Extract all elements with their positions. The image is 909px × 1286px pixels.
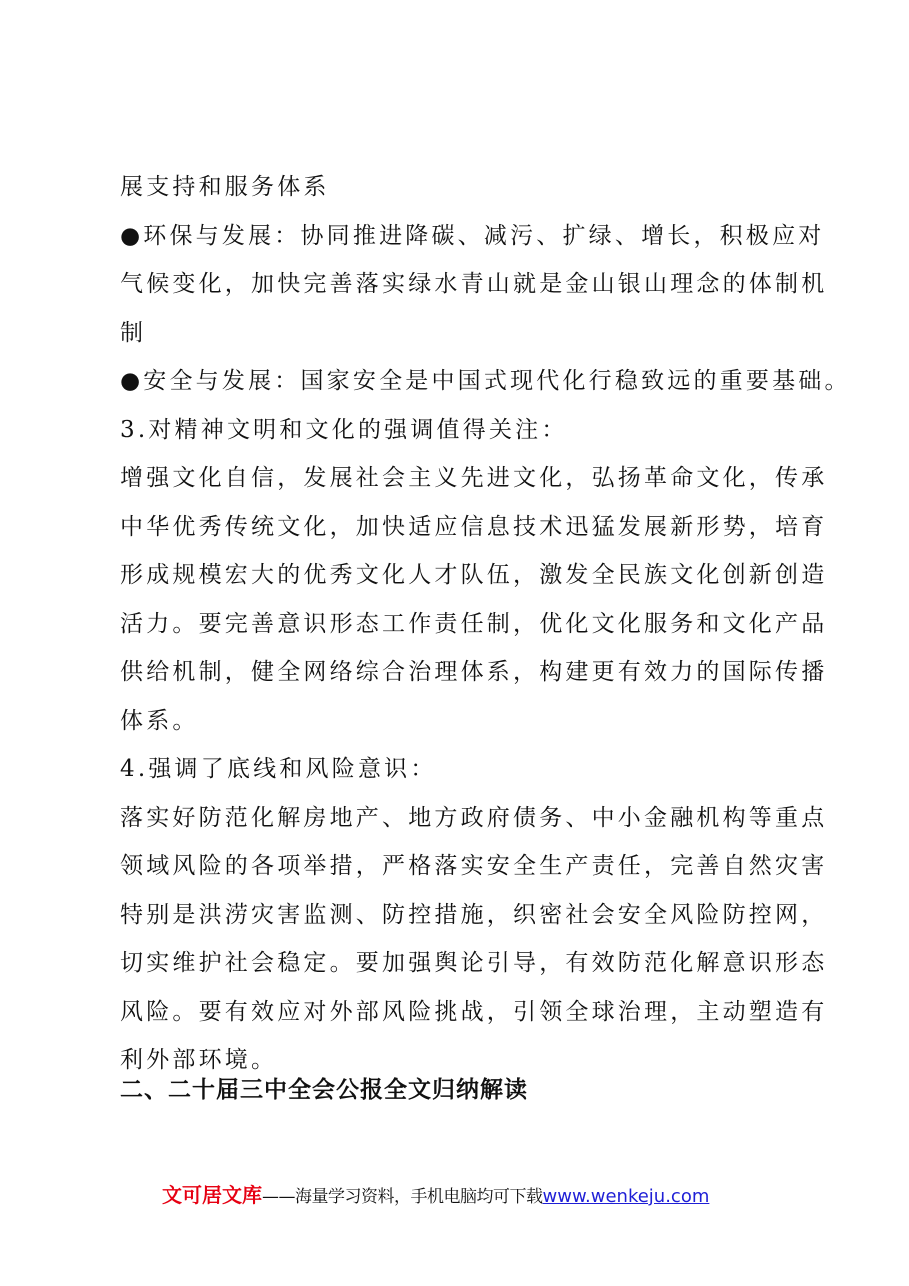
text-line: 领域风险的各项举措，严格落实安全生产责任，完善自然灾害 [120, 853, 828, 879]
footer-tagline: ——海量学习资料，手机电脑均可下载 [262, 1187, 543, 1207]
bullet-line-security: ●安全与发展：国家安全是中国式现代化行稳致远的重要基础。 [120, 368, 851, 394]
text-line: 风险。要有效应对外部风险挑战，引领全球治理，主动塑造有 [120, 998, 828, 1025]
text-line: 展支持和服务体系 [120, 174, 330, 200]
text-line: 特别是洪涝灾害监测、防控措施，织密社会安全风险防控网， [120, 901, 828, 928]
text-line: 活力。要完善意识形态工作责任制，优化文化服务和文化产品 [120, 610, 828, 637]
footer-brand: 文可居文库 [162, 1183, 262, 1207]
text-line: 气候变化，加快完善落实绿水青山就是金山银山理念的体制机 [120, 271, 828, 297]
section-heading: 二、二十届三中全会公报全文归纳解读 [120, 1077, 528, 1103]
subheading-risk: 4.强调了底线和风险意识： [120, 756, 437, 782]
text-line: 供给机制，健全网络综合治理体系，构建更有效力的国际传播 [120, 659, 828, 685]
text-line: 切实维护社会稳定。要加强舆论引导，有效防范化解意识形态 [120, 950, 828, 976]
bullet-line-environment: ●环保与发展：协同推进降碳、减污、扩绿、增长，积极应对 [120, 222, 825, 249]
text-line: 形成规模宏大的优秀文化人才队伍，激发全民族文化创新创造 [120, 562, 828, 588]
text-line: 制 [120, 319, 147, 346]
text-line: 利外部环境。 [120, 1047, 278, 1073]
text-line: 体系。 [120, 707, 199, 734]
text-line: 落实好防范化解房地产、地方政府债务、中小金融机构等重点 [120, 804, 828, 831]
text-line: 中华优秀传统文化，加快适应信息技术迅猛发展新形势，培育 [120, 513, 828, 540]
footer-banner [162, 1180, 709, 1212]
subheading-culture: 3.对精神文明和文化的强调值得关注： [120, 416, 568, 443]
footer-link[interactable]: www.wenkeju.com [542, 1186, 710, 1207]
text-line: 增强文化自信，发展社会主义先进文化，弘扬革命文化，传承 [120, 465, 828, 491]
document-body [120, 163, 851, 1085]
